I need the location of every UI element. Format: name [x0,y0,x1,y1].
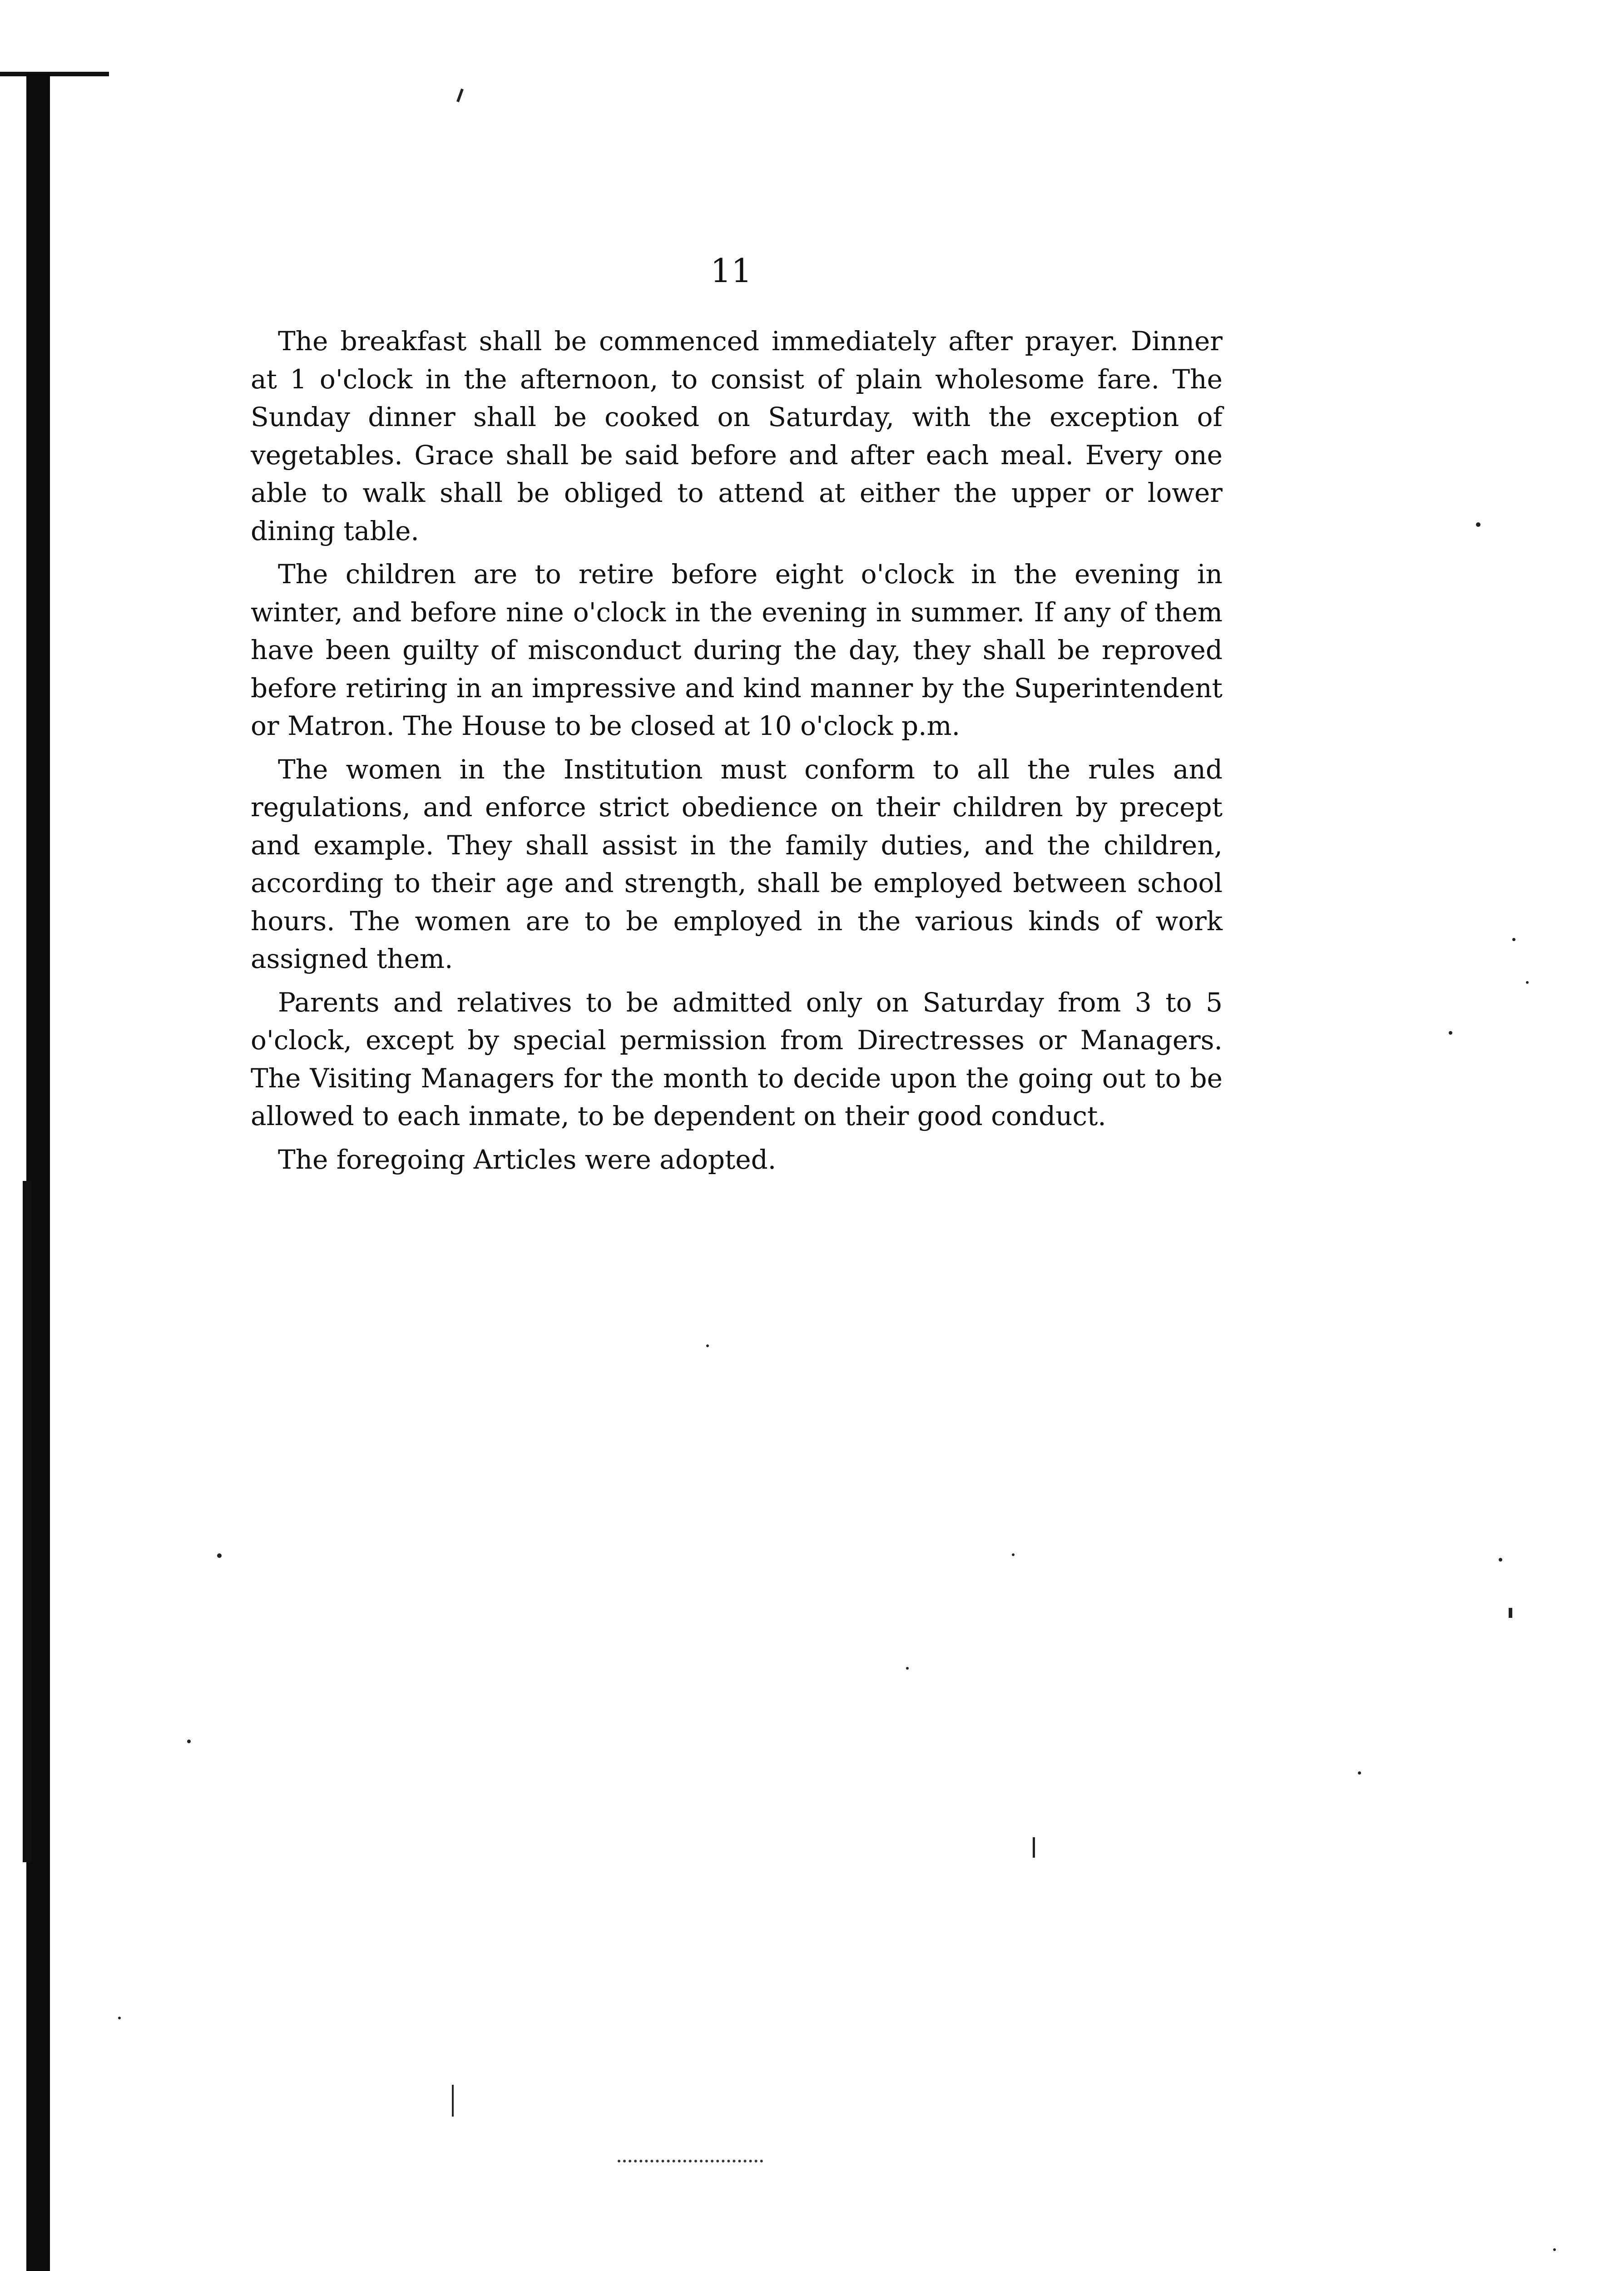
scan-mark [1499,1558,1502,1562]
paragraph-visitors: Parents and relatives to be admitted only on Saturday from 3 to 5 o'clock, except by special permission from Directresses or Managers. The Visiting Managers for the month to decide upon the going out to be allowed to each inmate, to be dependent on their good conduct. [251,987,1223,1131]
binding-edge-shadow [23,1181,32,1862]
scan-mark [1476,522,1480,527]
binding-edge [26,74,50,2271]
scan-mark [1033,1837,1035,1858]
scan-mark [1012,1553,1015,1556]
paragraph-women: The women in the Institution must conform to all the rules and regulations, and enforce strict obedience on their children by precept and example. They shall assist in the family duties, and the children, according to their age and strength, shall be employed between school hours. The women are to be employed in the various kinds of work assigned them. [251,754,1223,974]
paragraph-bedtime: The children are to retire before eight o'clock in the evening in winter, and before nine o'clock in the evening in summer. If any of them have been guilty of misconduct during the day, they shall be reproved before retiring in an impressive and kind manner by the Superintendent or Matron. The House to be closed at 10 o'clock p.m. [251,559,1223,741]
paragraph-meals: The breakfast shall be commenced immediately after prayer. Dinner at 1 o'clock in the afternoon, to consist of plain wholesome fare. The Sunday dinner shall be cooked on Saturday, with the exception of vegetables. Grace shall be said before and after each meal. Every one able to walk shall be obliged to attend at either the upper or lower dining table. [251,326,1223,546]
page-number: 11 [710,252,752,290]
scan-mark [618,2160,763,2162]
scan-mark [1526,981,1529,984]
scan-mark [1509,1608,1512,1618]
scan-mark [706,1344,709,1347]
scan-mark [1553,2248,1556,2251]
paragraph-adoption: The foregoing Articles were adopted. [278,1144,777,1175]
scan-mark [452,2085,454,2117]
scan-mark [118,2017,121,2019]
body-text [251,322,1223,1179]
scan-mark [217,1553,222,1558]
scan-mark [1449,1031,1452,1035]
scan-mark [187,1740,191,1743]
scan-mark [906,1667,909,1670]
scan-mark [1512,938,1515,941]
binding-edge-cap [0,72,109,76]
scan-mark [456,89,464,102]
scan-mark [1358,1771,1361,1775]
